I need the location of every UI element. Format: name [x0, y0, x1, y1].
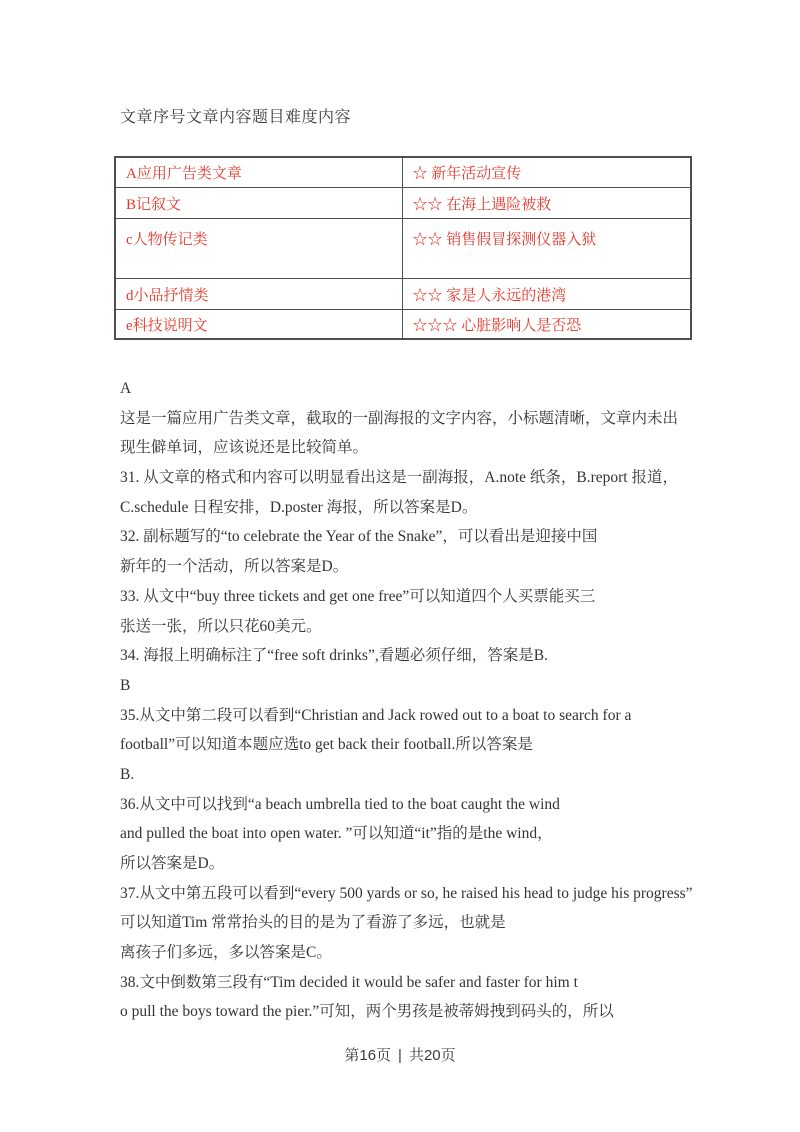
- body-line: 33. 从文中“buy three tickets and get one free”可以知道四个人买票能买三: [120, 587, 596, 605]
- page-footer: [0, 1044, 800, 1065]
- article-type-cell: A应用广告类文章: [115, 157, 402, 187]
- body-line: 现生僻单词，应该说还是比较简单。: [120, 439, 369, 457]
- body-line: B: [120, 676, 131, 694]
- answer-explanations: [120, 374, 695, 1027]
- body-line: 31. 从文章的格式和内容可以明显看出这是一副海报，A.note 纸条，B.report 报道，: [120, 469, 678, 487]
- page-separator: |: [398, 1047, 402, 1064]
- table-row: [115, 187, 691, 218]
- body-line: 这是一篇应用广告类文章，截取的一副海报的文字内容，小标题清晰，文章内未出: [120, 409, 679, 427]
- table-row: [115, 218, 691, 278]
- body-line: C.schedule 日程安排，D.poster 海报，所以答案是D。: [120, 498, 478, 516]
- body-line: 35.从文中第二段可以看到“Christian and Jack rowed out to a boat to search for a: [120, 706, 632, 724]
- difficulty-cell: ☆☆ 家是人永远的港湾: [402, 278, 691, 309]
- body-line: 34. 海报上明确标注了“free soft drinks”,看题必须仔细，答案是B.: [120, 647, 548, 665]
- body-line: football”可以知道本题应选to get back their football.所以答案是: [120, 736, 533, 754]
- difficulty-table: [114, 156, 692, 340]
- table-row: [115, 309, 691, 339]
- body-line: o pull the boys toward the pier.”可知，两个男孩是被蒂姆拽到码头的，所以: [120, 1003, 614, 1021]
- table-row: [115, 278, 691, 309]
- difficulty-cell: ☆☆ 销售假冒探测仪器入狱: [402, 218, 691, 278]
- body-line: 张送一张，所以只花60美元。: [120, 617, 322, 635]
- article-type-cell: c人物传记类: [115, 218, 402, 278]
- doc-header-line: 文章序号文章内容题目难度内容: [120, 109, 352, 126]
- body-line: and pulled the boat into open water. ”可以知道“it”指的是the wind，: [120, 825, 553, 843]
- total-pages-label: 共20页: [408, 1047, 456, 1064]
- current-page-label: 第16页: [344, 1047, 392, 1064]
- difficulty-cell: ☆☆☆ 心脏影响人是否恐: [402, 309, 691, 339]
- article-type-cell: e科技说明文: [115, 309, 402, 339]
- body-line: 36.从文中可以找到“a beach umbrella tied to the boat caught the wind: [120, 795, 560, 813]
- body-line: 新年的一个活动，所以答案是D。: [120, 558, 349, 576]
- body-line: 离孩子们多远，多以答案是C。: [120, 944, 332, 962]
- table-row: [115, 157, 691, 187]
- body-line: A: [120, 380, 132, 397]
- body-line: 37.从文中第五段可以看到“every 500 yards or so, he raised his head to judge his progress”: [120, 884, 693, 902]
- body-line: B.: [120, 765, 135, 783]
- article-type-cell: d小品抒情类: [115, 278, 402, 309]
- article-type-cell: B记叙文: [115, 187, 402, 218]
- difficulty-cell: ☆☆ 在海上遇险被救: [402, 187, 691, 218]
- body-line: 可以知道Tim 常常抬头的目的是为了看游了多远，也就是: [120, 914, 506, 932]
- body-line: 38.文中倒数第三段有“Tim decided it would be safer and faster for him t: [120, 973, 578, 991]
- body-line: 所以答案是D。: [120, 855, 225, 872]
- body-line: 32. 副标题写的“to celebrate the Year of the Snake”，可以看出是迎接中国: [120, 528, 598, 546]
- difficulty-cell: ☆ 新年活动宣传: [402, 157, 691, 187]
